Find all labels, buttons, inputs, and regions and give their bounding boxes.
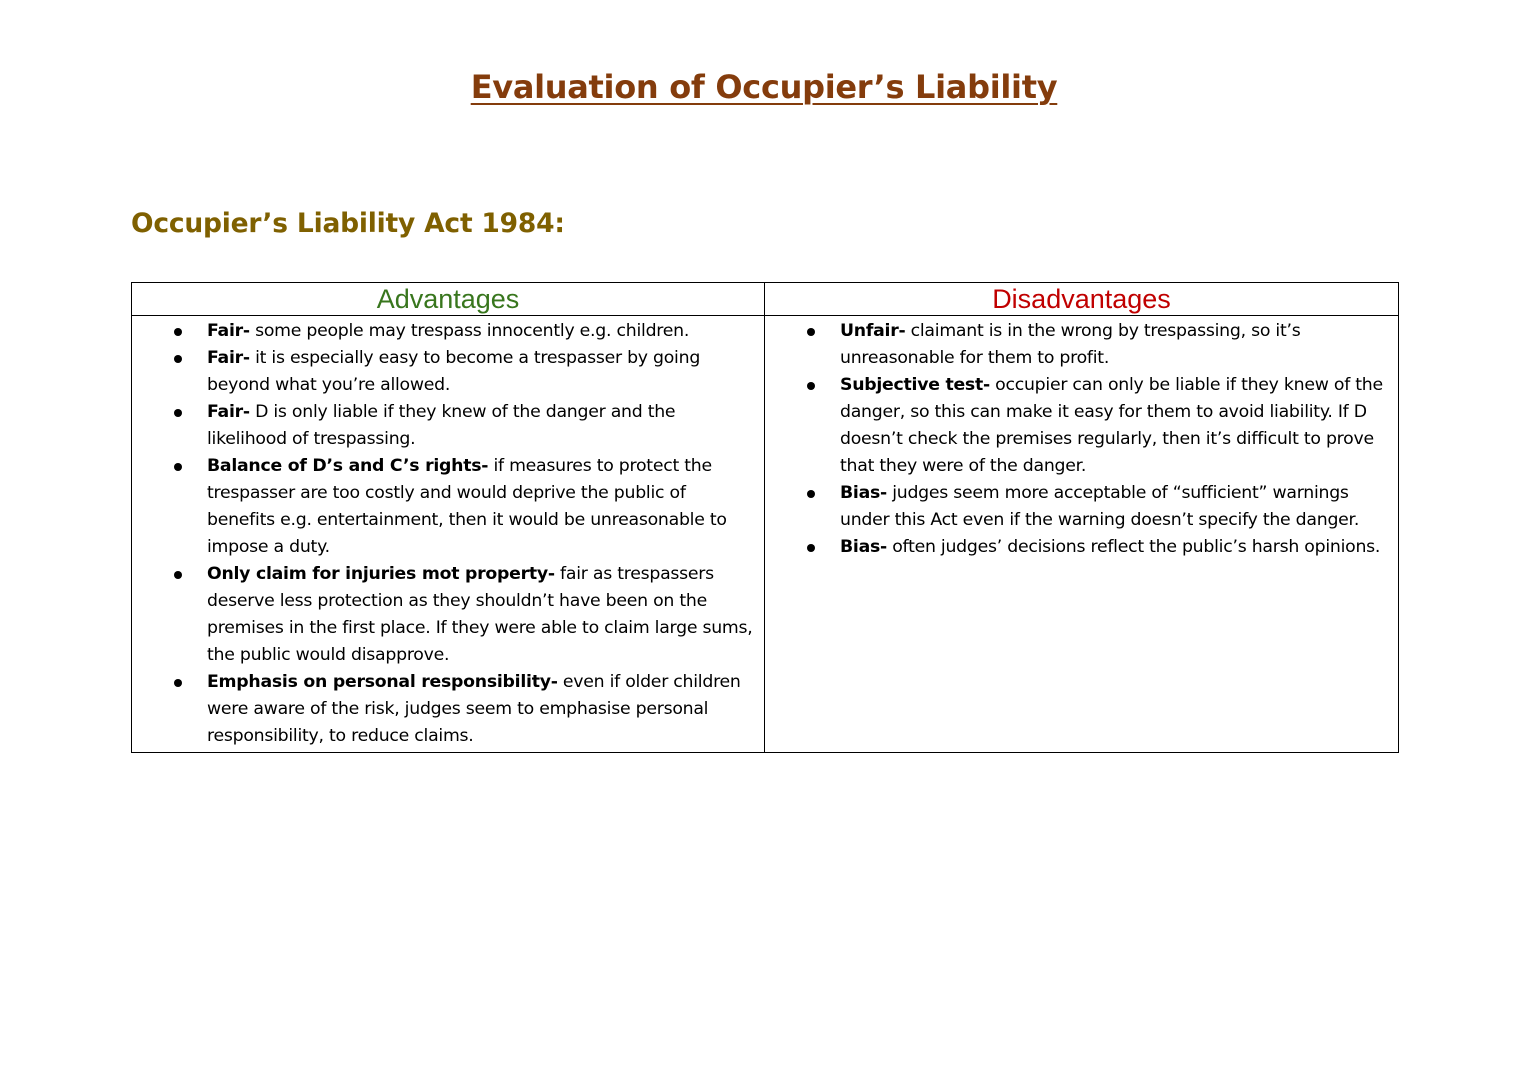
bullet-icon — [807, 328, 815, 336]
page-title: Evaluation of Occupier’s Liability — [470, 68, 1058, 106]
advantage-item — [132, 561, 764, 669]
advantages-header: Advantages — [132, 283, 765, 316]
advantage-item — [132, 669, 764, 750]
advantages-list — [132, 316, 764, 752]
advantage-item — [132, 453, 764, 561]
advantage-item-label: Fair- — [207, 321, 250, 341]
advantage-item-text: even if older children were aware of the risk, judges seem to emphasise personal responsibility, to reduce claims. — [207, 672, 741, 746]
disadvantage-item-label: Bias- — [840, 483, 887, 503]
advantage-item-text: D is only liable if they knew of the danger and the likelihood of trespassing. — [207, 402, 676, 449]
bullet-icon — [807, 382, 815, 390]
advantage-item-text: if measures to protect the trespasser are too costly and would deprive the public of benefits e.g. entertainment, then it would be unreasonable to impose a duty. — [207, 456, 727, 557]
disadvantage-item-label: Bias- — [840, 537, 887, 557]
advantage-item-text: fair as trespassers deserve less protection as they shouldn’t have been on the premises in the first place. If they were able to claim large sums, the public would disapprove. — [207, 564, 753, 665]
disadvantage-item — [765, 534, 1398, 561]
disadvantage-item — [765, 318, 1398, 372]
table-header-row — [132, 283, 1399, 316]
advantage-item — [132, 318, 764, 345]
disadvantages-list — [765, 316, 1398, 563]
bullet-icon — [807, 544, 815, 552]
bullet-icon — [174, 355, 182, 363]
disadvantage-item-label: Subjective test- — [840, 375, 990, 395]
disadvantage-item-text: judges seem more acceptable of “sufficient” warnings under this Act even if the warning doesn’t specify the danger. — [840, 483, 1360, 530]
disadvantage-item-text: often judges’ decisions reflect the public’s harsh opinions. — [886, 537, 1381, 557]
disadvantage-item-label: Unfair- — [840, 321, 906, 341]
bullet-icon — [174, 463, 182, 471]
bullet-icon — [807, 490, 815, 498]
advantage-item-label: Balance of D’s and C’s rights- — [207, 456, 489, 476]
disadvantages-header: Disadvantages — [765, 283, 1399, 316]
advantage-item-label: Fair- — [207, 348, 250, 368]
advantages-cell — [132, 316, 765, 753]
advantage-item — [132, 399, 764, 453]
section-heading: Occupier’s Liability Act 1984: — [131, 208, 565, 239]
disadvantages-cell — [765, 316, 1399, 753]
advantage-item-text: some people may trespass innocently e.g. children. — [249, 321, 690, 341]
advantage-item — [132, 345, 764, 399]
bullet-icon — [174, 571, 182, 579]
bullet-icon — [174, 409, 182, 417]
advantage-item-text: it is especially easy to become a trespasser by going beyond what you’re allowed. — [207, 348, 701, 395]
advantage-item-label: Only claim for injuries mot property- — [207, 564, 555, 584]
bullet-icon — [174, 328, 182, 336]
disadvantage-item-text: claimant is in the wrong by trespassing, so it’s unreasonable for them to profit. — [840, 321, 1301, 368]
advantage-item-label: Emphasis on personal responsibility- — [207, 672, 558, 692]
table-body-row — [132, 316, 1399, 753]
disadvantage-item — [765, 372, 1398, 480]
disadvantage-item-text: occupier can only be liable if they knew of the danger, so this can make it easy for them to avoid liability. If D doesn’t check the premises regularly, then it’s difficult to prove that they were of the danger. — [840, 375, 1383, 476]
bullet-icon — [174, 679, 182, 687]
advantage-item-label: Fair- — [207, 402, 250, 422]
disadvantage-item — [765, 480, 1398, 534]
evaluation-table — [131, 282, 1399, 753]
